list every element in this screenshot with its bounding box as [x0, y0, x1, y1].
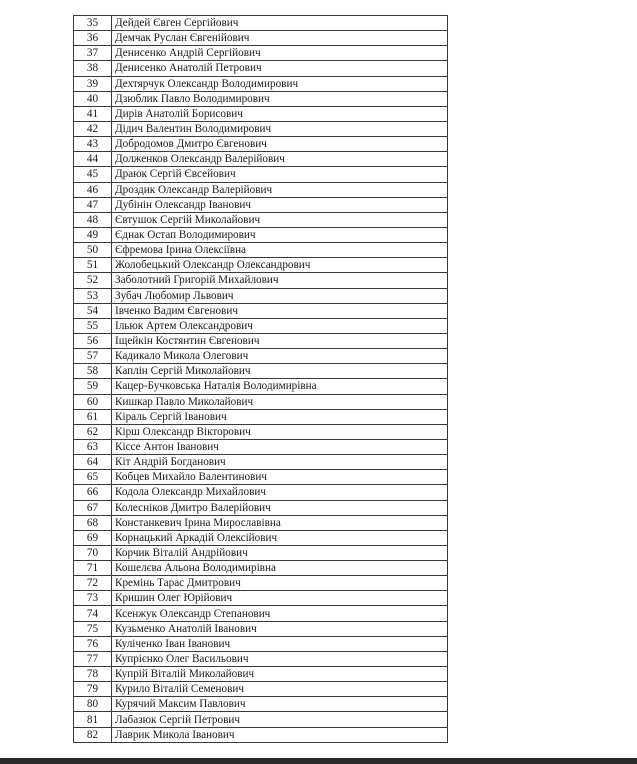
- table-row: [74, 409, 448, 424]
- row-number: 43: [74, 137, 112, 152]
- row-number: 74: [74, 606, 112, 621]
- row-number: 62: [74, 424, 112, 439]
- row-full-name: Кацер-Бучковська Наталія Володимирівна: [112, 379, 448, 394]
- row-full-name: Дроздик Олександр Валерійович: [112, 182, 448, 197]
- row-number: 59: [74, 379, 112, 394]
- row-full-name: Купрій Віталій Миколайович: [112, 667, 448, 682]
- row-number: 64: [74, 455, 112, 470]
- table-row: [74, 76, 448, 91]
- table-row: [74, 667, 448, 682]
- row-full-name: Колесніков Дмитро Валерійович: [112, 500, 448, 515]
- row-number: 80: [74, 697, 112, 712]
- row-full-name: Дирів Анатолій Борисович: [112, 106, 448, 121]
- row-number: 57: [74, 349, 112, 364]
- table-row: [74, 712, 448, 727]
- table-body: [74, 16, 448, 743]
- table-row: [74, 106, 448, 121]
- table-row: [74, 182, 448, 197]
- row-full-name: Долженков Олександр Валерійович: [112, 152, 448, 167]
- row-number: 41: [74, 106, 112, 121]
- row-number: 36: [74, 31, 112, 46]
- row-full-name: Дехтярчук Олександр Володимирович: [112, 76, 448, 91]
- row-full-name: Заболотний Григорій Михайлович: [112, 273, 448, 288]
- row-number: 49: [74, 227, 112, 242]
- table-row: [74, 576, 448, 591]
- row-full-name: Кірш Олександр Вікторович: [112, 424, 448, 439]
- table-row: [74, 561, 448, 576]
- table-row: [74, 121, 448, 136]
- row-number: 37: [74, 46, 112, 61]
- table-row: [74, 606, 448, 621]
- row-number: 35: [74, 16, 112, 31]
- row-number: 77: [74, 651, 112, 666]
- row-full-name: Єфремова Ірина Олексіївна: [112, 243, 448, 258]
- table-row: [74, 727, 448, 742]
- table-row: [74, 61, 448, 76]
- row-full-name: Дзюблик Павло Володимирович: [112, 91, 448, 106]
- table-row: [74, 258, 448, 273]
- row-full-name: Денисенко Анатолій Петрович: [112, 61, 448, 76]
- row-full-name: Кіссе Антон Іванович: [112, 439, 448, 454]
- table-row: [74, 455, 448, 470]
- row-number: 73: [74, 591, 112, 606]
- row-number: 42: [74, 121, 112, 136]
- table-row: [74, 227, 448, 242]
- row-number: 67: [74, 500, 112, 515]
- row-number: 45: [74, 167, 112, 182]
- table-row: [74, 697, 448, 712]
- row-number: 50: [74, 243, 112, 258]
- row-full-name: Демчак Руслан Євгенійович: [112, 31, 448, 46]
- table-row: [74, 16, 448, 31]
- row-number: 61: [74, 409, 112, 424]
- row-full-name: Драюк Сергій Євсейович: [112, 167, 448, 182]
- row-full-name: Ільюк Артем Олександрович: [112, 318, 448, 333]
- row-number: 81: [74, 712, 112, 727]
- table-row: [74, 485, 448, 500]
- table-row: [74, 46, 448, 61]
- row-number: 65: [74, 470, 112, 485]
- row-full-name: Куліченко Іван Іванович: [112, 636, 448, 651]
- table-row: [74, 591, 448, 606]
- table-row: [74, 424, 448, 439]
- row-number: 79: [74, 682, 112, 697]
- table-row: [74, 349, 448, 364]
- row-full-name: Курячий Максим Павлович: [112, 697, 448, 712]
- table-row: [74, 470, 448, 485]
- row-number: 40: [74, 91, 112, 106]
- table-row: [74, 545, 448, 560]
- row-number: 69: [74, 530, 112, 545]
- row-number: 68: [74, 515, 112, 530]
- row-full-name: Дейдей Євген Сергійович: [112, 16, 448, 31]
- table-row: [74, 500, 448, 515]
- row-number: 46: [74, 182, 112, 197]
- row-full-name: Єднак Остап Володимирович: [112, 227, 448, 242]
- table-row: [74, 636, 448, 651]
- row-number: 71: [74, 561, 112, 576]
- row-number: 44: [74, 152, 112, 167]
- row-full-name: Добродомов Дмитро Євгенович: [112, 137, 448, 152]
- table-row: [74, 167, 448, 182]
- row-full-name: Зубач Любомир Львович: [112, 288, 448, 303]
- row-full-name: Кодола Олександр Михайлович: [112, 485, 448, 500]
- table-row: [74, 364, 448, 379]
- table-row: [74, 197, 448, 212]
- table-row: [74, 394, 448, 409]
- row-number: 55: [74, 318, 112, 333]
- row-full-name: Іщейкін Костянтин Євгенович: [112, 333, 448, 348]
- table-row: [74, 212, 448, 227]
- row-full-name: Кобцев Михайло Валентинович: [112, 470, 448, 485]
- table-row: [74, 621, 448, 636]
- row-full-name: Кишкар Павло Миколайович: [112, 394, 448, 409]
- table-row: [74, 530, 448, 545]
- row-number: 38: [74, 61, 112, 76]
- row-number: 78: [74, 667, 112, 682]
- row-full-name: Кремінь Тарас Дмитрович: [112, 576, 448, 591]
- deputies-list-table: [73, 15, 448, 743]
- row-full-name: Курило Віталій Семенович: [112, 682, 448, 697]
- table-row: [74, 288, 448, 303]
- table-row: [74, 152, 448, 167]
- row-full-name: Дідич Валентин Володимирович: [112, 121, 448, 136]
- row-number: 53: [74, 288, 112, 303]
- table-row: [74, 318, 448, 333]
- row-full-name: Кіраль Сергій Іванович: [112, 409, 448, 424]
- row-full-name: Євтушок Сергій Миколайович: [112, 212, 448, 227]
- row-full-name: Ксенжук Олександр Степанович: [112, 606, 448, 621]
- row-full-name: Кіт Андрій Богданович: [112, 455, 448, 470]
- row-full-name: Івченко Вадим Євгенович: [112, 303, 448, 318]
- row-full-name: Кузьменко Анатолій Іванович: [112, 621, 448, 636]
- row-number: 63: [74, 439, 112, 454]
- row-full-name: Денисенко Андрій Сергійович: [112, 46, 448, 61]
- table-row: [74, 273, 448, 288]
- table-row: [74, 243, 448, 258]
- row-number: 70: [74, 545, 112, 560]
- row-number: 48: [74, 212, 112, 227]
- row-full-name: Лабазюк Сергій Петрович: [112, 712, 448, 727]
- table-row: [74, 439, 448, 454]
- row-full-name: Купрієнко Олег Васильович: [112, 651, 448, 666]
- row-full-name: Констанкевич Ірина Мирославівна: [112, 515, 448, 530]
- row-number: 60: [74, 394, 112, 409]
- table-row: [74, 379, 448, 394]
- row-full-name: Дубінін Олександр Іванович: [112, 197, 448, 212]
- row-number: 47: [74, 197, 112, 212]
- table-row: [74, 303, 448, 318]
- table-row: [74, 333, 448, 348]
- row-number: 56: [74, 333, 112, 348]
- table-row: [74, 682, 448, 697]
- row-full-name: Каплін Сергій Миколайович: [112, 364, 448, 379]
- table-row: [74, 515, 448, 530]
- row-number: 39: [74, 76, 112, 91]
- row-number: 58: [74, 364, 112, 379]
- row-number: 82: [74, 727, 112, 742]
- row-full-name: Корчик Віталій Андрійович: [112, 545, 448, 560]
- row-full-name: Лаврик Микола Іванович: [112, 727, 448, 742]
- row-number: 51: [74, 258, 112, 273]
- row-full-name: Жолобецький Олександр Олександрович: [112, 258, 448, 273]
- table-row: [74, 91, 448, 106]
- row-number: 72: [74, 576, 112, 591]
- bottom-edge-bar: [0, 758, 637, 764]
- table-row: [74, 651, 448, 666]
- row-number: 54: [74, 303, 112, 318]
- row-number: 76: [74, 636, 112, 651]
- row-full-name: Корнацький Аркадій Олексійович: [112, 530, 448, 545]
- table-row: [74, 137, 448, 152]
- row-number: 52: [74, 273, 112, 288]
- table-row: [74, 31, 448, 46]
- row-full-name: Кадикало Микола Олегович: [112, 349, 448, 364]
- row-number: 75: [74, 621, 112, 636]
- row-full-name: Кришин Олег Юрійович: [112, 591, 448, 606]
- row-number: 66: [74, 485, 112, 500]
- row-full-name: Кошелєва Альона Володимирівна: [112, 561, 448, 576]
